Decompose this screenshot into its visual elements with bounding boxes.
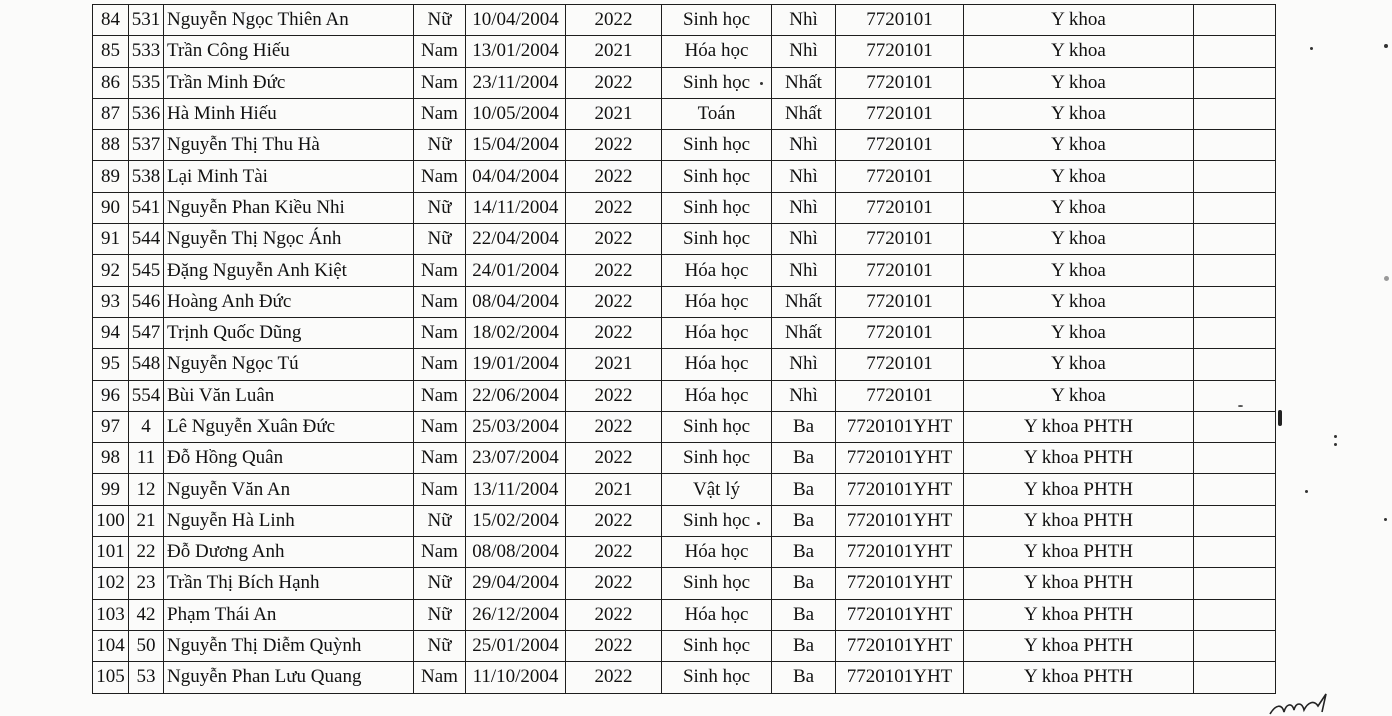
major-name-cell: Y khoa (964, 286, 1194, 317)
row-number-cell: 105 (93, 662, 129, 693)
major-name-cell: Y khoa PHTH (964, 568, 1194, 599)
notes-cell (1194, 161, 1276, 192)
major-code-cell: 7720101 (836, 98, 964, 129)
notes-cell (1194, 192, 1276, 223)
date-of-birth-cell: 23/11/2004 (466, 67, 566, 98)
candidate-id-cell: 535 (129, 67, 164, 98)
award-year-cell: 2021 (566, 474, 662, 505)
major-code-cell: 7720101YHT (836, 474, 964, 505)
row-number-cell: 86 (93, 67, 129, 98)
row-number-cell: 84 (93, 5, 129, 36)
major-code-cell: 7720101YHT (836, 599, 964, 630)
subject-cell: Sinh học (662, 662, 772, 693)
date-of-birth-cell: 13/01/2004 (466, 36, 566, 67)
date-of-birth-cell: 24/01/2004 (466, 255, 566, 286)
prize-cell: Nhì (772, 130, 836, 161)
scan-speck (1384, 44, 1388, 48)
student-name-cell: Trần Minh Đức (164, 67, 414, 98)
candidate-id-cell: 53 (129, 662, 164, 693)
gender-cell: Nam (414, 662, 466, 693)
major-code-cell: 7720101 (836, 380, 964, 411)
major-code-cell: 7720101YHT (836, 411, 964, 442)
award-year-cell: 2022 (566, 380, 662, 411)
notes-cell (1194, 443, 1276, 474)
candidate-id-cell: 541 (129, 192, 164, 223)
date-of-birth-cell: 26/12/2004 (466, 599, 566, 630)
award-year-cell: 2022 (566, 224, 662, 255)
table-row (93, 161, 1276, 192)
student-name-cell: Hà Minh Hiếu (164, 98, 414, 129)
prize-cell: Ba (772, 474, 836, 505)
student-name-cell: Nguyễn Phan Kiều Nhi (164, 192, 414, 223)
table-row (93, 662, 1276, 693)
prize-cell: Ba (772, 630, 836, 661)
gender-cell: Nam (414, 474, 466, 505)
row-number-cell: 93 (93, 286, 129, 317)
table-row (93, 505, 1276, 536)
candidate-id-cell: 536 (129, 98, 164, 129)
award-year-cell: 2022 (566, 537, 662, 568)
scan-speck (1384, 518, 1387, 521)
prize-cell: Nhì (772, 380, 836, 411)
row-number-cell: 95 (93, 349, 129, 380)
candidate-id-cell: 21 (129, 505, 164, 536)
gender-cell: Nam (414, 349, 466, 380)
subject-cell: Sinh học (662, 192, 772, 223)
scan-speck (757, 522, 760, 525)
major-name-cell: Y khoa (964, 98, 1194, 129)
major-name-cell: Y khoa (964, 255, 1194, 286)
major-name-cell: Y khoa (964, 192, 1194, 223)
table-row (93, 130, 1276, 161)
row-number-cell: 96 (93, 380, 129, 411)
notes-cell (1194, 5, 1276, 36)
row-number-cell: 91 (93, 224, 129, 255)
notes-cell (1194, 599, 1276, 630)
notes-cell (1194, 130, 1276, 161)
major-code-cell: 7720101YHT (836, 505, 964, 536)
student-name-cell: Lê Nguyễn Xuân Đức (164, 411, 414, 442)
major-name-cell: Y khoa (964, 317, 1194, 348)
major-code-cell: 7720101 (836, 192, 964, 223)
award-year-cell: 2021 (566, 349, 662, 380)
major-code-cell: 7720101 (836, 224, 964, 255)
notes-cell (1194, 662, 1276, 693)
row-number-cell: 97 (93, 411, 129, 442)
major-name-cell: Y khoa (964, 130, 1194, 161)
candidate-id-cell: 537 (129, 130, 164, 161)
gender-cell: Nam (414, 286, 466, 317)
table-row (93, 443, 1276, 474)
major-name-cell: Y khoa PHTH (964, 505, 1194, 536)
prize-cell: Ba (772, 568, 836, 599)
candidate-id-cell: 11 (129, 443, 164, 474)
scan-speck (1334, 435, 1337, 438)
major-name-cell: Y khoa PHTH (964, 443, 1194, 474)
student-name-cell: Trịnh Quốc Dũng (164, 317, 414, 348)
row-number-cell: 104 (93, 630, 129, 661)
table-row (93, 568, 1276, 599)
scan-speck (1310, 47, 1313, 50)
notes-cell (1194, 255, 1276, 286)
student-name-cell: Trần Thị Bích Hạnh (164, 568, 414, 599)
table-row (93, 5, 1276, 36)
subject-cell: Hóa học (662, 349, 772, 380)
date-of-birth-cell: 08/08/2004 (466, 537, 566, 568)
notes-cell (1194, 474, 1276, 505)
prize-cell: Ba (772, 505, 836, 536)
gender-cell: Nữ (414, 5, 466, 36)
student-name-cell: Nguyễn Thị Ngọc Ánh (164, 224, 414, 255)
major-code-cell: 7720101YHT (836, 662, 964, 693)
major-code-cell: 7720101YHT (836, 443, 964, 474)
subject-cell: Hóa học (662, 317, 772, 348)
gender-cell: Nữ (414, 505, 466, 536)
subject-cell: Hóa học (662, 599, 772, 630)
gender-cell: Nam (414, 67, 466, 98)
row-number-cell: 98 (93, 443, 129, 474)
student-name-cell: Nguyễn Ngọc Thiên An (164, 5, 414, 36)
award-year-cell: 2022 (566, 130, 662, 161)
prize-cell: Nhất (772, 286, 836, 317)
major-name-cell: Y khoa PHTH (964, 411, 1194, 442)
award-year-cell: 2022 (566, 662, 662, 693)
handwritten-initial-mark (1268, 690, 1338, 716)
student-name-cell: Nguyễn Ngọc Tú (164, 349, 414, 380)
date-of-birth-cell: 11/10/2004 (466, 662, 566, 693)
table-row (93, 67, 1276, 98)
subject-cell: Sinh học (662, 130, 772, 161)
major-code-cell: 7720101 (836, 286, 964, 317)
candidate-id-cell: 42 (129, 599, 164, 630)
major-name-cell: Y khoa (964, 5, 1194, 36)
candidate-id-cell: 531 (129, 5, 164, 36)
student-name-cell: Nguyễn Thị Diễm Quỳnh (164, 630, 414, 661)
table-row (93, 255, 1276, 286)
date-of-birth-cell: 04/04/2004 (466, 161, 566, 192)
student-name-cell: Nguyễn Hà Linh (164, 505, 414, 536)
gender-cell: Nam (414, 36, 466, 67)
table-row (93, 630, 1276, 661)
subject-cell: Toán (662, 98, 772, 129)
candidate-id-cell: 554 (129, 380, 164, 411)
date-of-birth-cell: 10/04/2004 (466, 5, 566, 36)
major-name-cell: Y khoa (964, 36, 1194, 67)
major-name-cell: Y khoa (964, 161, 1194, 192)
major-code-cell: 7720101YHT (836, 630, 964, 661)
table-row (93, 599, 1276, 630)
major-code-cell: 7720101 (836, 5, 964, 36)
major-name-cell: Y khoa (964, 67, 1194, 98)
notes-cell (1194, 630, 1276, 661)
candidate-id-cell: 22 (129, 537, 164, 568)
date-of-birth-cell: 25/01/2004 (466, 630, 566, 661)
gender-cell: Nam (414, 98, 466, 129)
major-name-cell: Y khoa PHTH (964, 474, 1194, 505)
candidate-id-cell: 547 (129, 317, 164, 348)
scan-speck (760, 82, 763, 85)
scan-speck (1305, 490, 1308, 493)
gender-cell: Nam (414, 443, 466, 474)
candidate-id-cell: 4 (129, 411, 164, 442)
award-year-cell: 2022 (566, 286, 662, 317)
award-year-cell: 2022 (566, 630, 662, 661)
award-year-cell: 2021 (566, 36, 662, 67)
candidate-id-cell: 538 (129, 161, 164, 192)
date-of-birth-cell: 08/04/2004 (466, 286, 566, 317)
award-year-cell: 2022 (566, 192, 662, 223)
award-year-cell: 2022 (566, 161, 662, 192)
gender-cell: Nữ (414, 192, 466, 223)
scan-speck (1278, 410, 1282, 426)
prize-cell: Nhất (772, 67, 836, 98)
candidate-id-cell: 23 (129, 568, 164, 599)
table-row (93, 317, 1276, 348)
major-name-cell: Y khoa PHTH (964, 599, 1194, 630)
major-code-cell: 7720101 (836, 130, 964, 161)
prize-cell: Nhì (772, 349, 836, 380)
student-name-cell: Nguyễn Thị Thu Hà (164, 130, 414, 161)
student-name-cell: Trần Công Hiếu (164, 36, 414, 67)
prize-cell: Nhì (772, 192, 836, 223)
notes-cell (1194, 67, 1276, 98)
date-of-birth-cell: 13/11/2004 (466, 474, 566, 505)
prize-cell: Nhì (772, 5, 836, 36)
major-code-cell: 7720101 (836, 349, 964, 380)
award-year-cell: 2022 (566, 443, 662, 474)
subject-cell: Sinh học (662, 5, 772, 36)
award-year-cell: 2022 (566, 411, 662, 442)
student-name-cell: Phạm Thái An (164, 599, 414, 630)
subject-cell: Sinh học (662, 161, 772, 192)
student-name-cell: Hoàng Anh Đức (164, 286, 414, 317)
notes-cell (1194, 36, 1276, 67)
subject-cell: Sinh học (662, 630, 772, 661)
prize-cell: Nhì (772, 255, 836, 286)
table-row (93, 474, 1276, 505)
row-number-cell: 85 (93, 36, 129, 67)
award-year-cell: 2022 (566, 317, 662, 348)
table-row (93, 286, 1276, 317)
award-year-cell: 2022 (566, 505, 662, 536)
gender-cell: Nữ (414, 224, 466, 255)
gender-cell: Nữ (414, 130, 466, 161)
major-code-cell: 7720101YHT (836, 537, 964, 568)
subject-cell: Vật lý (662, 474, 772, 505)
notes-cell (1194, 98, 1276, 129)
row-number-cell: 101 (93, 537, 129, 568)
gender-cell: Nam (414, 537, 466, 568)
candidate-id-cell: 548 (129, 349, 164, 380)
row-number-cell: 88 (93, 130, 129, 161)
major-name-cell: Y khoa (964, 380, 1194, 411)
student-name-cell: Đặng Nguyễn Anh Kiệt (164, 255, 414, 286)
award-year-cell: 2022 (566, 255, 662, 286)
gender-cell: Nam (414, 317, 466, 348)
prize-cell: Nhất (772, 98, 836, 129)
major-code-cell: 7720101 (836, 317, 964, 348)
notes-cell (1194, 317, 1276, 348)
date-of-birth-cell: 15/02/2004 (466, 505, 566, 536)
prize-cell: Ba (772, 411, 836, 442)
date-of-birth-cell: 22/06/2004 (466, 380, 566, 411)
candidate-id-cell: 12 (129, 474, 164, 505)
major-code-cell: 7720101 (836, 67, 964, 98)
major-name-cell: Y khoa PHTH (964, 537, 1194, 568)
prize-cell: Nhì (772, 161, 836, 192)
major-code-cell: 7720101YHT (836, 568, 964, 599)
scan-speck (1334, 443, 1337, 446)
notes-cell (1194, 537, 1276, 568)
prize-cell: Nhất (772, 317, 836, 348)
table-row (93, 380, 1276, 411)
gender-cell: Nam (414, 161, 466, 192)
candidate-id-cell: 545 (129, 255, 164, 286)
date-of-birth-cell: 23/07/2004 (466, 443, 566, 474)
notes-cell (1194, 568, 1276, 599)
row-number-cell: 90 (93, 192, 129, 223)
student-results-table (92, 4, 1276, 694)
major-code-cell: 7720101 (836, 36, 964, 67)
row-number-cell: 103 (93, 599, 129, 630)
subject-cell: Hóa học (662, 380, 772, 411)
major-name-cell: Y khoa PHTH (964, 630, 1194, 661)
subject-cell: Hóa học (662, 36, 772, 67)
student-name-cell: Bùi Văn Luân (164, 380, 414, 411)
student-name-cell: Nguyễn Văn An (164, 474, 414, 505)
subject-cell: Sinh học (662, 568, 772, 599)
subject-cell: Hóa học (662, 286, 772, 317)
date-of-birth-cell: 15/04/2004 (466, 130, 566, 161)
gender-cell: Nữ (414, 568, 466, 599)
row-number-cell: 87 (93, 98, 129, 129)
table-row (93, 98, 1276, 129)
subject-cell: Sinh học (662, 411, 772, 442)
prize-cell: Ba (772, 662, 836, 693)
award-year-cell: 2022 (566, 599, 662, 630)
table-row (93, 36, 1276, 67)
date-of-birth-cell: 14/11/2004 (466, 192, 566, 223)
scan-speck (1384, 276, 1389, 281)
award-year-cell: 2022 (566, 5, 662, 36)
subject-cell: Sinh học (662, 224, 772, 255)
gender-cell: Nữ (414, 599, 466, 630)
table-row (93, 537, 1276, 568)
major-code-cell: 7720101 (836, 161, 964, 192)
notes-cell (1194, 505, 1276, 536)
student-name-cell: Lại Minh Tài (164, 161, 414, 192)
table-row (93, 192, 1276, 223)
subject-cell: Hóa học (662, 255, 772, 286)
candidate-id-cell: 546 (129, 286, 164, 317)
table-body (93, 5, 1276, 694)
major-name-cell: Y khoa (964, 349, 1194, 380)
date-of-birth-cell: 10/05/2004 (466, 98, 566, 129)
row-number-cell: 99 (93, 474, 129, 505)
candidate-id-cell: 544 (129, 224, 164, 255)
prize-cell: Nhì (772, 224, 836, 255)
prize-cell: Ba (772, 599, 836, 630)
major-name-cell: Y khoa PHTH (964, 662, 1194, 693)
award-year-cell: 2021 (566, 98, 662, 129)
award-year-cell: 2022 (566, 67, 662, 98)
date-of-birth-cell: 29/04/2004 (466, 568, 566, 599)
gender-cell: Nam (414, 255, 466, 286)
row-number-cell: 102 (93, 568, 129, 599)
notes-cell (1194, 286, 1276, 317)
candidate-id-cell: 533 (129, 36, 164, 67)
date-of-birth-cell: 25/03/2004 (466, 411, 566, 442)
date-of-birth-cell: 19/01/2004 (466, 349, 566, 380)
subject-cell: Sinh học (662, 67, 772, 98)
row-number-cell: 92 (93, 255, 129, 286)
date-of-birth-cell: 18/02/2004 (466, 317, 566, 348)
major-name-cell: Y khoa (964, 224, 1194, 255)
prize-cell: Ba (772, 443, 836, 474)
notes-cell (1194, 380, 1276, 411)
notes-cell (1194, 349, 1276, 380)
prize-cell: Nhì (772, 36, 836, 67)
row-number-cell: 89 (93, 161, 129, 192)
gender-cell: Nam (414, 411, 466, 442)
student-name-cell: Đỗ Hồng Quân (164, 443, 414, 474)
notes-cell (1194, 411, 1276, 442)
prize-cell: Ba (772, 537, 836, 568)
row-number-cell: 94 (93, 317, 129, 348)
student-name-cell: Đỗ Dương Anh (164, 537, 414, 568)
table-row (93, 411, 1276, 442)
table-row (93, 349, 1276, 380)
award-year-cell: 2022 (566, 568, 662, 599)
notes-cell (1194, 224, 1276, 255)
gender-cell: Nữ (414, 630, 466, 661)
subject-cell: Hóa học (662, 537, 772, 568)
student-name-cell: Nguyễn Phan Lưu Quang (164, 662, 414, 693)
table-row (93, 224, 1276, 255)
major-code-cell: 7720101 (836, 255, 964, 286)
candidate-id-cell: 50 (129, 630, 164, 661)
row-number-cell: 100 (93, 505, 129, 536)
gender-cell: Nam (414, 380, 466, 411)
subject-cell: Sinh học (662, 443, 772, 474)
date-of-birth-cell: 22/04/2004 (466, 224, 566, 255)
scan-speck (1238, 405, 1243, 407)
subject-cell: Sinh học (662, 505, 772, 536)
